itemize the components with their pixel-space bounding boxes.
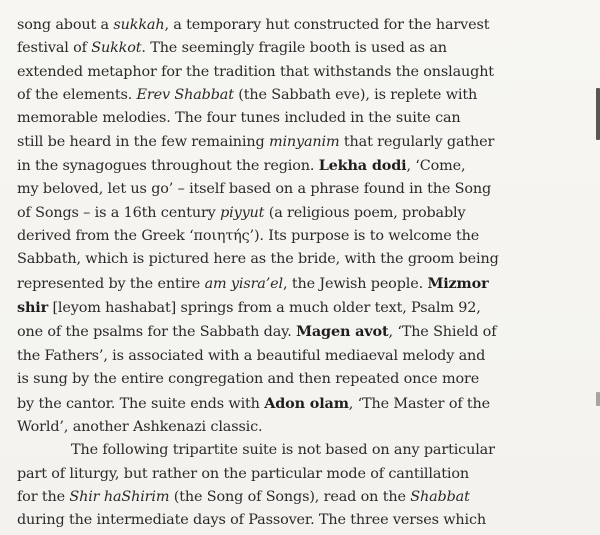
text-run: one of the psalms for the Sabbath day. [17, 324, 297, 341]
text-run: (the Song of Songs), read on the [169, 488, 411, 505]
text-line [17, 61, 577, 84]
bold-term: Adon olam [264, 394, 349, 412]
italic-term: Erev Shabbat [136, 87, 234, 104]
text-run: (the Sabbath eve), is replete with [233, 87, 478, 104]
text-run: part of liturgy, but rather on the particular mode of cantillation [17, 465, 469, 482]
text-run: during the intermediate days of Passover. The three verses which [17, 512, 487, 529]
text-line [17, 296, 577, 320]
text-line [17, 392, 577, 416]
bold-term: Magen avot [296, 323, 389, 341]
bold-term: shir [17, 299, 49, 317]
text-run: World’, another Ashkenazi classic. [17, 418, 263, 435]
text-line [17, 131, 577, 154]
text-line [17, 84, 577, 107]
text-line [17, 272, 577, 296]
text-line [17, 37, 577, 60]
text-run: represented by the entire [17, 275, 205, 292]
text-line [17, 178, 577, 201]
text-line [17, 14, 577, 37]
text-run: , a temporary hut constructed for the harvest [164, 17, 490, 33]
text-line [17, 320, 577, 344]
text-run: [leyom hashabat] springs from a much older text, Psalm 92, [48, 300, 481, 317]
text-run: my beloved, let us go’ – itself based on a phrase found in the Song [17, 181, 492, 198]
text-run: Sabbath, which is pictured here as the bride, with the groom being [17, 251, 499, 268]
text-run: of the elements. [17, 87, 137, 104]
text-run: that regularly gather [339, 133, 495, 150]
text-run: , ‘The Shield of [388, 324, 497, 341]
text-line [17, 107, 577, 130]
body-text [17, 14, 577, 533]
italic-term: Shir haShirim [69, 488, 170, 505]
text-run: song about a [17, 17, 114, 33]
text-run: . The seemingly fragile booth is used as an [141, 40, 447, 57]
text-run: of Songs – is a 16th century [17, 204, 221, 221]
italic-term: sukkah [113, 17, 165, 33]
text-run: still be heard in the few remaining [17, 133, 269, 150]
text-line [17, 202, 577, 225]
italic-term: Shabbat [410, 488, 470, 505]
text-run: derived from the Greek ‘ποιητής’). Its purpose is to welcome the [17, 228, 480, 245]
text-run: , ‘Come, [406, 158, 466, 175]
page-edge-shadow [596, 392, 600, 406]
text-run: by the cantor. The suite ends with [17, 395, 265, 412]
text-line [17, 486, 577, 509]
text-run: the Fathers’, is associated with a beautiful mediaeval melody and [17, 347, 486, 364]
text-run: for the [17, 488, 70, 505]
text-line [17, 225, 577, 248]
text-run: , the Jewish people. [282, 275, 428, 292]
text-run: memorable melodies. The four tunes included in the suite can [17, 110, 461, 127]
text-line [17, 509, 577, 532]
text-run: in the synagogues throughout the region. [17, 158, 319, 175]
text-line [17, 416, 577, 439]
text-run: , ‘The Master of the [348, 395, 491, 412]
italic-term: Sukkot [91, 40, 142, 57]
text-line [17, 439, 577, 462]
italic-term: piyyut [220, 204, 265, 221]
bold-term: Mizmor [427, 274, 489, 292]
text-run: festival of [17, 40, 92, 57]
text-line [17, 368, 577, 391]
text-line [17, 248, 577, 271]
italic-term: am yisra’el [204, 275, 283, 292]
text-run: is sung by the entire congregation and then repeated once more [17, 371, 480, 388]
page-edge-shadow [596, 88, 600, 140]
italic-term: minyanim [268, 133, 340, 150]
text-line [17, 154, 577, 178]
bold-term: Lekha dodi [318, 157, 407, 175]
text-line [17, 345, 577, 368]
text-line [17, 463, 577, 486]
text-run: extended metaphor for the tradition that withstands the onslaught [17, 63, 494, 80]
text-run: (a religious poem, probably [264, 204, 466, 221]
text-run: The following tripartite suite is not based on any particular [71, 442, 495, 459]
